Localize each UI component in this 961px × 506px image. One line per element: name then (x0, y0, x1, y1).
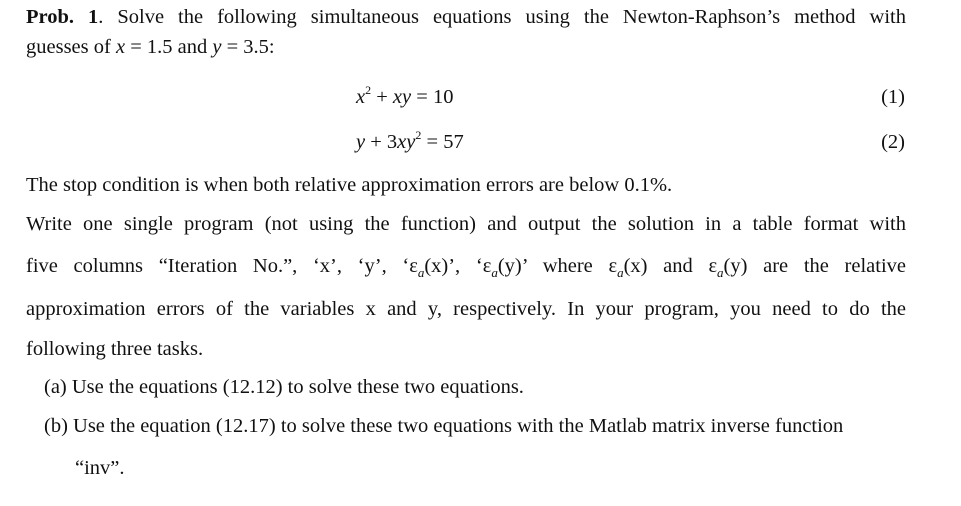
quote-separator: ’, ‘ (448, 255, 483, 277)
and-word: and (172, 36, 213, 58)
var-x: x (115, 36, 126, 58)
epsilon-symbol: ε (409, 255, 418, 277)
equation-1: $x^2$ + xy = 10 (356, 83, 454, 108)
x-guess-value: 1.5 (146, 36, 173, 58)
subscript-a: a (491, 265, 498, 280)
program-instruction-line-1: Write one single program (not using the function) and output the solution in a table format with (26, 213, 906, 235)
equation-2-rhs: 57 (443, 131, 464, 153)
and-word: and (647, 255, 709, 277)
eq-sign: = (221, 36, 244, 58)
where-text: ’ where (521, 255, 609, 277)
arg-x: (x) (623, 255, 648, 277)
y-guess-value: 3.5 (243, 36, 269, 58)
stop-condition-text: The stop condition is when both relative approximation errors are below 0.1%. (26, 174, 673, 196)
program-instruction-line-4: following three tasks. (26, 338, 204, 360)
are-relative-text: are the relative (747, 255, 907, 277)
xy-term: xy (392, 86, 412, 108)
arg-y: (y) (723, 255, 748, 277)
equation-1-rhs: 10 (432, 86, 454, 108)
subscript-a: a (617, 265, 624, 280)
exponent-2: 2 (415, 128, 422, 142)
columns-prefix: five columns “Iteration No.”, ‘x’, ‘y’, ‘ (26, 255, 410, 277)
exponent-2: 2 (365, 83, 372, 97)
equation-2-number: (2) (881, 131, 905, 153)
colon: : (268, 36, 275, 58)
plus-sign: + (371, 86, 393, 108)
subscript-a: a (417, 265, 425, 280)
program-instruction-line-3: approximation errors of the variables x and y, respectively. In your program, you need to do the (26, 298, 906, 320)
epsilon-symbol: ε (708, 255, 718, 277)
coefficient-3: 3 (386, 131, 398, 153)
subscript-a: a (717, 265, 724, 280)
arg-x: (x) (424, 255, 449, 277)
var-y: y (212, 36, 222, 58)
problem-line-1 (26, 4, 906, 30)
equation-1-number: (1) (881, 86, 905, 108)
equation-2: $y + 3xy^2 = 57$ (356, 128, 464, 153)
arg-y: (y) (497, 255, 522, 277)
problem-intro-text: . Solve the following simultaneous equations using the Newton-Raphson’s method with (98, 6, 906, 28)
task-a: (a) Use the equations (12.12) to solve these two equations. (44, 376, 524, 398)
problem-line-2 (26, 34, 275, 60)
task-b-line-2: “inv”. (75, 457, 125, 479)
columns-line (26, 253, 906, 279)
equals-sign: = (421, 131, 444, 153)
guesses-prefix: guesses of (26, 36, 116, 58)
equals-sign: = (411, 86, 433, 108)
eq-sign: = (125, 36, 147, 58)
epsilon-symbol: ε (608, 255, 618, 277)
task-b-line-1: (b) Use the equation (12.17) to solve these two equations with the Matlab matrix inverse function (44, 415, 844, 437)
epsilon-symbol: ε (482, 255, 492, 277)
plus-sign: + (365, 131, 387, 153)
problem-label: Prob. 1 (26, 6, 99, 28)
